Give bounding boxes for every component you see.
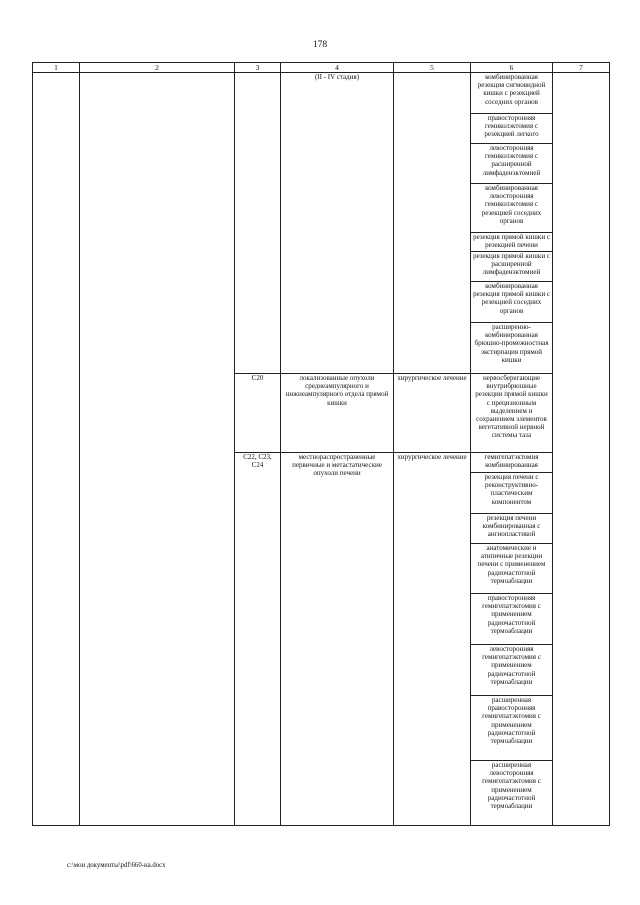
method-cell: правосторонняя гемиколэктомия с резекцией легкого [471, 114, 553, 144]
header-col-1: 1 [33, 63, 80, 73]
method-cell: комбинированная резекция прямой кишки с резекцией соседних органов [471, 282, 553, 323]
method-cell: расширенно-комбинированная брюшно-промежностная экстирпация прямой кишки [471, 323, 553, 374]
method-cell: резекция прямой кишки с резекцией печени [471, 233, 553, 252]
method-cell: комбинированная резекция сигмовидной кишки с резекцией соседних органов [471, 73, 553, 114]
header-col-5: 5 [394, 63, 471, 73]
treatment-cell: хирургическое лечение [394, 453, 471, 826]
method-cell: гемигепатэктомия комбинированная [471, 453, 553, 473]
header-col-3: 3 [235, 63, 281, 73]
codes-cell: C20 [235, 374, 281, 453]
method-cell: левосторонняя гемигепатэктомия с применением радиочастотной термоаблации [471, 645, 553, 696]
treatment-cell [394, 73, 471, 374]
table-row [33, 73, 610, 114]
model-cell: (II - IV стадия) [281, 73, 394, 374]
method-cell: анатомические и атипичные резекции печени с применением радиочастотной термоаблации [471, 544, 553, 594]
method-cell: резекция печени с реконструктивно-пластическим компонентом [471, 473, 553, 514]
method-cell: комбинированная левосторонняя гемиколэктомия с резекцией соседних органов [471, 184, 553, 233]
method-cell: резекция прямой кишки с расширенной лимфаденэктомией [471, 252, 553, 282]
codes-cell [235, 73, 281, 374]
method-cell: расширенная правосторонняя гемигепатэктомия с применением радиочастотной термоаблации [471, 696, 553, 761]
header-col-6: 6 [471, 63, 553, 73]
col7-cell [553, 73, 610, 826]
col2-cell [80, 73, 235, 826]
model-cell: локализованные опухоли среднеампулярного и нижнеампулярного отдела прямой кишки [281, 374, 394, 453]
header-col-2: 2 [80, 63, 235, 73]
header-col-7: 7 [553, 63, 610, 73]
treatment-cell: хирургическое лечение [394, 374, 471, 453]
footer-file-path: c:\мои документы\pdf\660-на.docx [67, 862, 166, 869]
method-cell: расширенная левосторонняя гемигепатэктомия с применением радиочастотной термоаблации [471, 761, 553, 826]
model-cell: местнораспространенные первичные и метастатические опухоли печени [281, 453, 394, 826]
header-col-4: 4 [281, 63, 394, 73]
procedures-table [32, 62, 610, 826]
method-cell: нервосберегающие внутрибрюшные резекции прямой кишки с прецизионным выделением и сохранением элементов вегетативной нервной системы таза [471, 374, 553, 453]
col1-cell [33, 73, 80, 826]
method-cell: правосторонняя гемигепатэктомия с применением радиочастотной термоаблации [471, 594, 553, 645]
method-cell: левосторонняя гемиколэктомия с расширенной лимфаденэктомией [471, 144, 553, 184]
method-cell: резекция печени комбинированная с ангиопластикой [471, 514, 553, 544]
header-row [33, 63, 610, 73]
codes-cell: C22, C23, C24 [235, 453, 281, 826]
page-number: 178 [312, 40, 328, 50]
